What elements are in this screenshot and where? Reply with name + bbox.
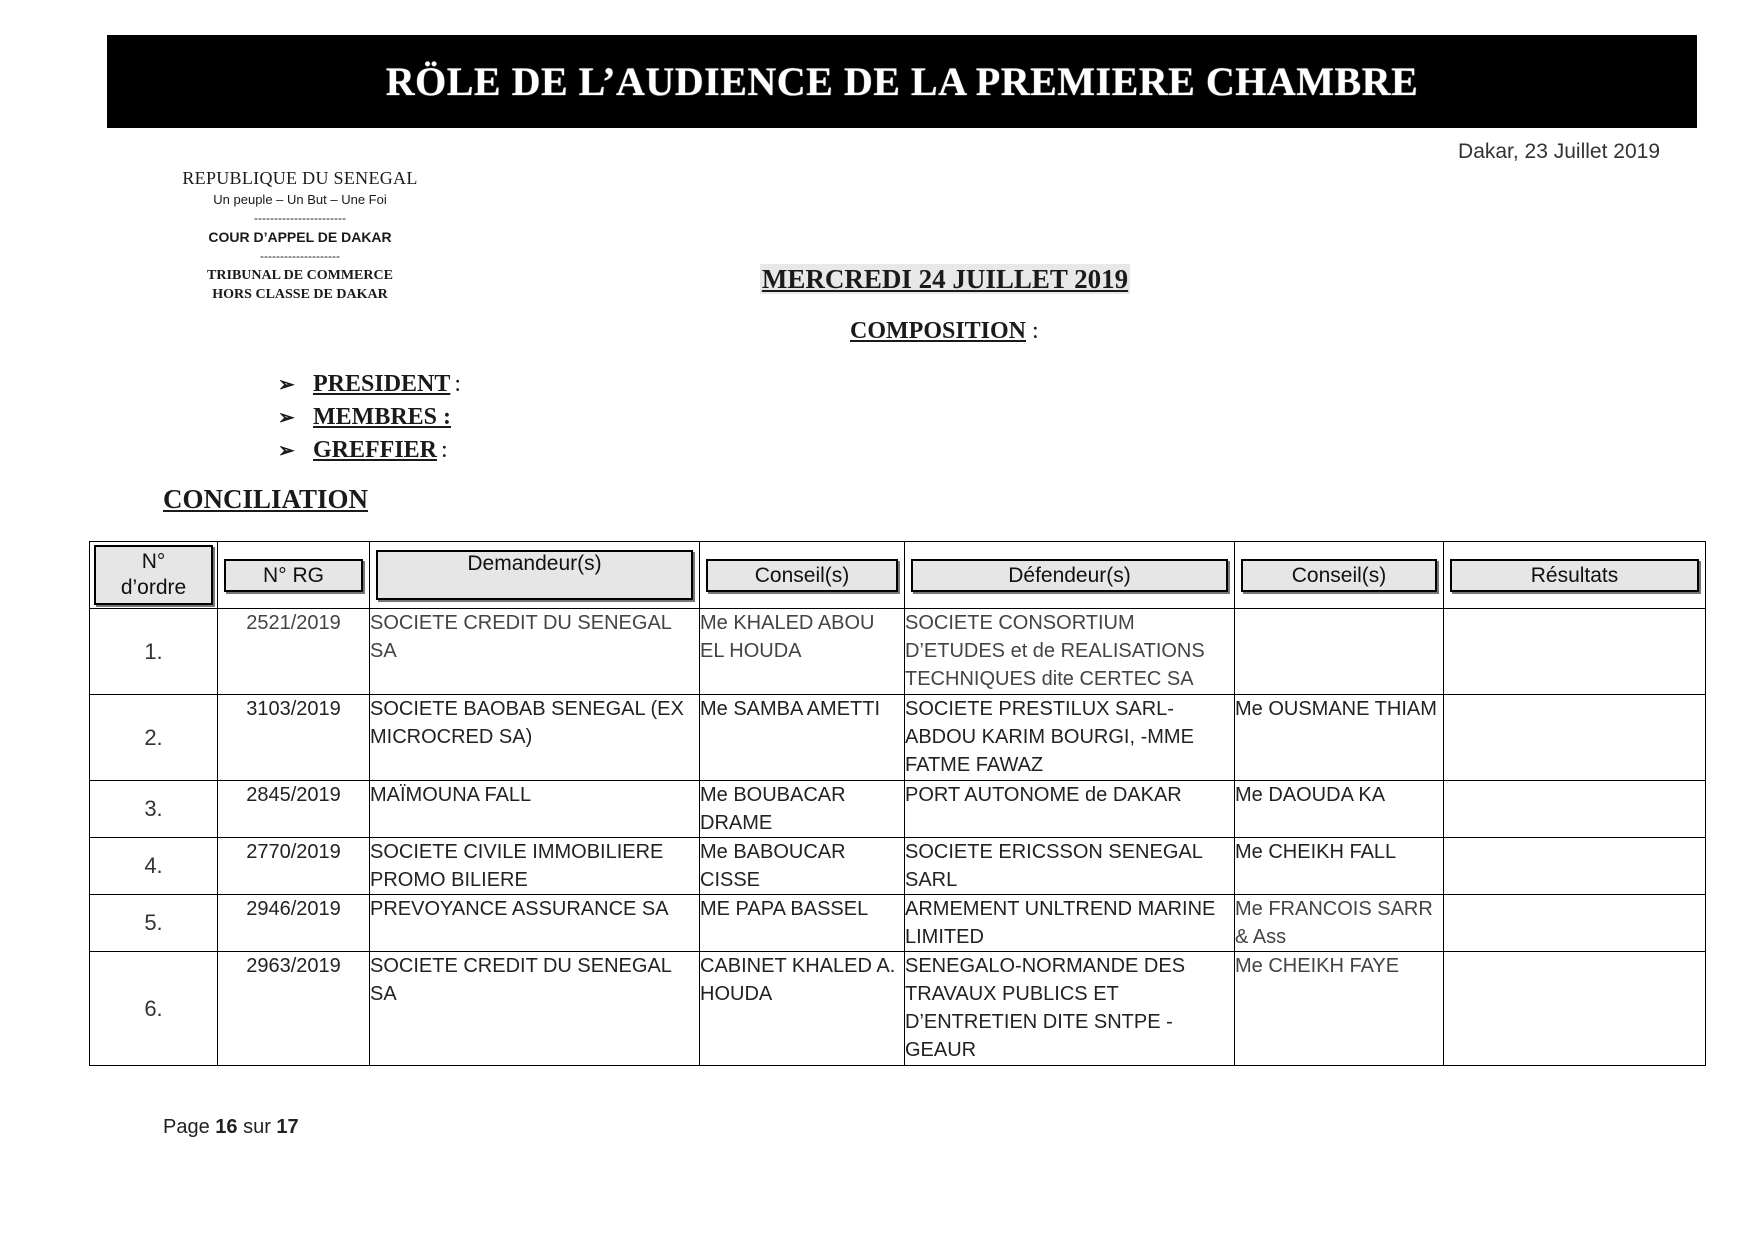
tribunal-name-line1: TRIBUNAL DE COMMERCE xyxy=(207,268,393,283)
header-label-order: N° d’ordre xyxy=(94,545,213,605)
separator: ----------------------- xyxy=(254,211,346,225)
results-cell xyxy=(1444,895,1706,952)
header-label-rg: N° RG xyxy=(224,559,363,592)
rg-number: 2770/2019 xyxy=(218,838,370,895)
plaintiff-cell: SOCIETE BAOBAB SENEGAL (EX MICROCRED SA) xyxy=(370,695,700,781)
header-label-counsel2: Conseil(s) xyxy=(1241,559,1437,592)
page-middle: sur xyxy=(237,1116,277,1138)
header-cell-counsel2 xyxy=(1235,542,1444,609)
counsel2-cell: Me FRANCOIS SARR & Ass xyxy=(1235,895,1444,952)
header-cell-order xyxy=(90,542,218,609)
results-cell xyxy=(1444,781,1706,838)
header-label-results: Résultats xyxy=(1450,559,1699,592)
plaintiff-cell: MAÏMOUNA FALL xyxy=(370,781,700,838)
composition-colon: : xyxy=(1032,318,1039,344)
plaintiff-cell: SOCIETE CIVILE IMMOBILIERE PROMO BILIERE xyxy=(370,838,700,895)
composition-roles xyxy=(278,368,461,467)
national-motto: Un peuple – Un But – Une Foi xyxy=(213,192,387,207)
defendant-cell: SOCIETE ERICSSON SENEGAL SARL xyxy=(905,838,1235,895)
rg-number: 3103/2019 xyxy=(218,695,370,781)
hearing-day-text: MERCREDI 24 JUILLET 2019 xyxy=(761,264,1129,294)
order-number: 1. xyxy=(90,609,218,695)
defendant-cell: ARMEMENT UNLTREND MARINE LIMITED xyxy=(905,895,1235,952)
page-prefix: Page xyxy=(163,1116,216,1138)
role-colon: : xyxy=(441,437,448,463)
page-footer xyxy=(163,1116,299,1139)
table-row xyxy=(90,781,1706,838)
order-number: 2. xyxy=(90,695,218,781)
counsel1-cell: CABINET KHALED A. HOUDA xyxy=(700,952,905,1066)
header-cell-results xyxy=(1444,542,1706,609)
composition-heading xyxy=(850,318,1039,345)
role-label: PRESIDENT xyxy=(313,371,451,397)
counsel1-cell: Me BABOUCAR CISSE xyxy=(700,838,905,895)
arrow-bullet-icon: ➢ xyxy=(278,440,295,462)
defendant-cell: SENEGALO-NORMANDE DES TRAVAUX PUBLICS ET D’ENTRETIEN DITE SNTPE - GEAUR xyxy=(905,952,1235,1066)
header-cell-defendant xyxy=(905,542,1235,609)
rg-number: 2521/2019 xyxy=(218,609,370,695)
court-name: COUR D’APPEL DE DAKAR xyxy=(208,229,392,245)
role-clerk xyxy=(278,434,461,467)
table-row xyxy=(90,952,1706,1066)
results-cell xyxy=(1444,952,1706,1066)
counsel1-cell: Me KHALED ABOU EL HOUDA xyxy=(700,609,905,695)
plaintiff-cell: PREVOYANCE ASSURANCE SA xyxy=(370,895,700,952)
role-label: MEMBRES : xyxy=(313,404,451,430)
rg-number: 2845/2019 xyxy=(218,781,370,838)
table-row xyxy=(90,609,1706,695)
role-label: GREFFIER xyxy=(313,437,438,463)
section-title: CONCILIATION xyxy=(163,484,369,514)
role-members xyxy=(278,401,461,434)
role-president xyxy=(278,368,461,401)
header-label-plaintiff: Demandeur(s) xyxy=(376,550,693,600)
table-row xyxy=(90,838,1706,895)
role-colon: : xyxy=(454,371,462,397)
tribunal-name-line2: HORS CLASSE DE DAKAR xyxy=(212,287,388,302)
order-number: 6. xyxy=(90,952,218,1066)
header-cell-counsel1 xyxy=(700,542,905,609)
counsel1-cell: Me BOUBACAR DRAME xyxy=(700,781,905,838)
separator: -------------------- xyxy=(260,249,340,263)
plaintiff-cell: SOCIETE CREDIT DU SENEGAL SA xyxy=(370,952,700,1066)
table-row xyxy=(90,895,1706,952)
arrow-bullet-icon: ➢ xyxy=(278,407,295,429)
order-number: 3. xyxy=(90,781,218,838)
counsel1-cell: Me SAMBA AMETTI xyxy=(700,695,905,781)
header-label-counsel1: Conseil(s) xyxy=(706,559,898,592)
header-cell-plaintiff xyxy=(370,542,700,609)
order-number: 4. xyxy=(90,838,218,895)
page-title: RÖLE DE L’AUDIENCE DE LA PREMIERE CHAMBRE xyxy=(385,59,1419,104)
defendant-cell: PORT AUTONOME de DAKAR xyxy=(905,781,1235,838)
composition-label: COMPOSITION xyxy=(850,318,1027,344)
arrow-bullet-icon: ➢ xyxy=(278,374,295,396)
counsel2-cell xyxy=(1235,609,1444,695)
results-cell xyxy=(1444,695,1706,781)
plaintiff-cell: SOCIETE CREDIT DU SENEGAL SA xyxy=(370,609,700,695)
hearing-table xyxy=(89,541,1706,1066)
total-pages: 17 xyxy=(276,1116,299,1138)
title-banner xyxy=(107,35,1697,128)
counsel2-cell: Me OUSMANE THIAM xyxy=(1235,695,1444,781)
counsel2-cell: Me DAOUDA KA xyxy=(1235,781,1444,838)
defendant-cell: SOCIETE PRESTILUX SARL- ABDOU KARIM BOURGI, -MME FATME FAWAZ xyxy=(905,695,1235,781)
current-page: 16 xyxy=(215,1116,238,1138)
counsel1-cell: ME PAPA BASSEL xyxy=(700,895,905,952)
counsel2-cell: Me CHEIKH FAYE xyxy=(1235,952,1444,1066)
table-row xyxy=(90,695,1706,781)
counsel2-cell: Me CHEIKH FALL xyxy=(1235,838,1444,895)
hearing-day xyxy=(0,264,1754,295)
republic-name: REPUBLIQUE DU SENEGAL xyxy=(182,168,418,188)
results-cell xyxy=(1444,609,1706,695)
results-cell xyxy=(1444,838,1706,895)
table-header-row xyxy=(90,542,1706,609)
order-number: 5. xyxy=(90,895,218,952)
header-label-defendant: Défendeur(s) xyxy=(911,559,1228,592)
document-date: Dakar, 23 Juillet 2019 xyxy=(1458,140,1660,163)
rg-number: 2963/2019 xyxy=(218,952,370,1066)
rg-number: 2946/2019 xyxy=(218,895,370,952)
defendant-cell: SOCIETE CONSORTIUM D’ETUDES et de REALISATIONS TECHNIQUES dite CERTEC SA xyxy=(905,609,1235,695)
header-cell-rg xyxy=(218,542,370,609)
